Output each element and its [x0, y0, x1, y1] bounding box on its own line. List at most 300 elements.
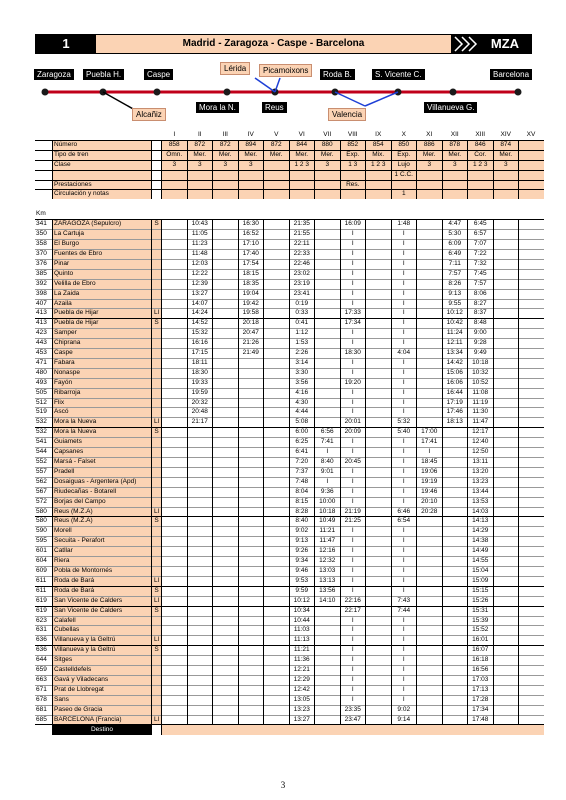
time-cell — [162, 606, 188, 616]
spacer — [152, 170, 162, 180]
arrival-departure-flag — [152, 408, 162, 418]
time-cell — [519, 566, 544, 576]
time-cell — [162, 329, 188, 339]
time-cell — [493, 428, 519, 438]
time-cell — [162, 249, 188, 259]
time-cell — [519, 636, 544, 646]
km-value: 580 — [35, 517, 53, 527]
km-value: 631 — [35, 626, 53, 636]
time-cell: 11:03 — [289, 626, 315, 636]
time-cell — [417, 675, 443, 685]
time-cell — [493, 527, 519, 537]
time-cell — [493, 319, 519, 329]
time-cell — [519, 557, 544, 567]
arrival-departure-flag — [152, 358, 162, 368]
time-cell: 15:26 — [468, 596, 494, 606]
time-cell — [417, 606, 443, 616]
time-cell — [519, 586, 544, 596]
station-label: Picamoixons — [259, 64, 312, 77]
time-cell — [417, 517, 443, 527]
time-cell: 9:46 — [289, 566, 315, 576]
table-row — [35, 566, 544, 576]
time-cell — [366, 259, 392, 269]
km-value: 505 — [35, 388, 53, 398]
station-name: Capsanes — [53, 448, 152, 458]
time-cell — [442, 576, 468, 586]
time-cell: 16:16 — [187, 339, 213, 349]
time-cell — [162, 378, 188, 388]
arrival-departure-flag: S — [152, 220, 162, 230]
time-cell — [162, 616, 188, 626]
time-cell: 8:37 — [468, 309, 494, 319]
time-cell: 16:18 — [468, 656, 494, 666]
km-value: 671 — [35, 685, 53, 695]
table-row — [35, 388, 544, 398]
time-cell — [493, 438, 519, 448]
time-cell: I — [340, 269, 366, 279]
time-cell: 23:02 — [289, 269, 315, 279]
time-cell: 17:13 — [468, 685, 494, 695]
time-cell — [187, 626, 213, 636]
time-cell — [519, 309, 544, 319]
time-cell: 12:22 — [187, 269, 213, 279]
info-cell: 872 — [213, 140, 239, 150]
time-cell: 16:01 — [468, 636, 494, 646]
station-name: Azaila — [53, 299, 152, 309]
time-cell — [493, 636, 519, 646]
time-cell: 13:34 — [442, 349, 468, 359]
arrival-departure-flag — [152, 487, 162, 497]
time-cell: I — [340, 358, 366, 368]
time-cell — [264, 240, 290, 250]
time-cell: 8:40 — [289, 517, 315, 527]
time-cell — [493, 378, 519, 388]
time-cell — [162, 428, 188, 438]
time-cell: 19:58 — [238, 309, 264, 319]
time-cell: I — [340, 388, 366, 398]
time-cell — [493, 388, 519, 398]
info-cell: 3 — [238, 160, 264, 170]
time-cell — [264, 230, 290, 240]
time-cell: I — [391, 557, 417, 567]
table-row — [35, 586, 544, 596]
time-cell — [315, 616, 341, 626]
time-cell — [417, 368, 443, 378]
time-cell: 8:04 — [289, 487, 315, 497]
table-row — [35, 309, 544, 319]
time-cell: I — [340, 487, 366, 497]
time-cell: 11:19 — [468, 398, 494, 408]
info-cell — [366, 170, 392, 180]
arrival-departure-flag: Ll — [152, 576, 162, 586]
time-cell: 11:21 — [315, 527, 341, 537]
time-cell: 16:06 — [442, 378, 468, 388]
time-cell — [417, 358, 443, 368]
time-cell: 9:01 — [315, 467, 341, 477]
time-cell — [493, 230, 519, 240]
info-cell: Mer. — [187, 150, 213, 160]
station-label: Reus — [262, 102, 287, 113]
time-cell: 10:18 — [468, 358, 494, 368]
time-cell — [493, 547, 519, 557]
time-cell: I — [417, 448, 443, 458]
time-cell: I — [391, 487, 417, 497]
time-cell — [162, 557, 188, 567]
time-cell — [417, 279, 443, 289]
time-cell — [493, 497, 519, 507]
info-cell: Mer. — [442, 150, 468, 160]
time-cell — [519, 220, 544, 230]
station-name: Fuentes de Ebro — [53, 249, 152, 259]
time-cell: 10:12 — [289, 596, 315, 606]
time-cell — [213, 438, 239, 448]
time-cell — [519, 685, 544, 695]
time-cell: 5:30 — [442, 230, 468, 240]
time-cell — [519, 656, 544, 666]
info-cell — [340, 170, 366, 180]
time-cell: I — [340, 636, 366, 646]
time-cell — [493, 408, 519, 418]
info-cell — [315, 180, 341, 190]
time-cell — [366, 695, 392, 705]
time-cell: I — [340, 666, 366, 676]
info-cell: Mer. — [238, 150, 264, 160]
time-cell — [442, 547, 468, 557]
time-cell — [162, 230, 188, 240]
station-name: ZARAGOZA (Sepulcro) — [53, 220, 152, 230]
time-cell — [417, 349, 443, 359]
time-cell — [315, 289, 341, 299]
time-cell — [187, 606, 213, 616]
time-cell — [519, 398, 544, 408]
time-cell — [442, 487, 468, 497]
column-number: XV — [526, 131, 536, 138]
time-cell — [493, 458, 519, 468]
time-cell: 13:27 — [289, 715, 315, 725]
time-cell: 9:00 — [468, 329, 494, 339]
time-cell — [162, 705, 188, 715]
company-logo: MZA — [479, 35, 531, 53]
time-cell: 12:39 — [187, 279, 213, 289]
info-cell — [442, 190, 468, 199]
time-cell: 15:06 — [442, 368, 468, 378]
time-cell: 21:26 — [238, 339, 264, 349]
km-value: 623 — [35, 616, 53, 626]
time-cell — [238, 527, 264, 537]
time-cell — [162, 448, 188, 458]
time-cell — [162, 636, 188, 646]
time-cell — [315, 705, 341, 715]
time-cell — [315, 408, 341, 418]
time-cell: I — [340, 368, 366, 378]
station-name: Reus (M.Z.A) — [53, 517, 152, 527]
table-row — [35, 507, 544, 517]
info-cell — [340, 190, 366, 199]
time-cell — [238, 507, 264, 517]
time-cell — [417, 319, 443, 329]
info-cell — [264, 160, 290, 170]
time-cell: 14:52 — [187, 319, 213, 329]
time-cell — [315, 259, 341, 269]
time-cell — [213, 358, 239, 368]
time-cell: 12:29 — [289, 675, 315, 685]
time-cell — [417, 576, 443, 586]
time-cell: 10:49 — [315, 517, 341, 527]
time-cell: I — [340, 408, 366, 418]
time-cell: I — [340, 289, 366, 299]
time-cell — [493, 289, 519, 299]
time-cell — [238, 428, 264, 438]
station-name: Ribarroja — [53, 388, 152, 398]
time-cell: 8:26 — [442, 279, 468, 289]
station-name: Chiprana — [53, 339, 152, 349]
time-cell — [162, 289, 188, 299]
time-cell: 21:19 — [340, 507, 366, 517]
time-cell: 18:13 — [442, 418, 468, 428]
column-number: VII — [323, 131, 332, 138]
time-cell — [417, 388, 443, 398]
info-cell — [264, 180, 290, 190]
table-row — [35, 240, 544, 250]
station-label: Mora la N. — [196, 102, 239, 113]
time-cell: I — [391, 527, 417, 537]
time-cell — [493, 606, 519, 616]
time-cell — [417, 259, 443, 269]
time-cell: 11:24 — [442, 329, 468, 339]
info-cell: 852 — [340, 140, 366, 150]
time-cell — [366, 220, 392, 230]
station-name: Pinar — [53, 259, 152, 269]
time-cell — [493, 517, 519, 527]
time-cell: I — [391, 448, 417, 458]
time-cell — [213, 418, 239, 428]
time-cell: I — [391, 566, 417, 576]
time-cell — [493, 576, 519, 586]
time-cell — [187, 477, 213, 487]
time-cell: 16:09 — [340, 220, 366, 230]
time-cell — [366, 715, 392, 725]
time-cell — [187, 547, 213, 557]
time-cell — [162, 586, 188, 596]
time-cell — [493, 240, 519, 250]
time-cell: 19:42 — [238, 299, 264, 309]
time-cell: 13:53 — [468, 497, 494, 507]
time-cell — [366, 586, 392, 596]
time-cell — [366, 596, 392, 606]
table-row — [35, 527, 544, 537]
time-cell — [264, 626, 290, 636]
time-cell — [213, 289, 239, 299]
time-cell: I — [340, 438, 366, 448]
time-cell: 12:50 — [468, 448, 494, 458]
station-name: Fabara — [53, 358, 152, 368]
arrival-departure-flag — [152, 557, 162, 567]
info-cell — [162, 180, 188, 190]
time-cell: 11:47 — [315, 537, 341, 547]
time-cell: 11:23 — [187, 240, 213, 250]
table-row — [35, 626, 544, 636]
arrival-departure-flag — [152, 467, 162, 477]
time-cell — [315, 269, 341, 279]
time-cell: 14:13 — [468, 517, 494, 527]
info-cell: Mer. — [264, 150, 290, 160]
time-cell — [519, 378, 544, 388]
info-cell — [519, 140, 544, 150]
time-cell — [366, 398, 392, 408]
time-cell: 22:16 — [340, 596, 366, 606]
arrival-departure-flag — [152, 547, 162, 557]
time-cell — [187, 695, 213, 705]
info-cell — [493, 190, 519, 199]
time-cell — [366, 388, 392, 398]
time-cell: I — [340, 259, 366, 269]
table-row — [35, 398, 544, 408]
time-cell: 9:49 — [468, 349, 494, 359]
time-cell: 17:54 — [238, 259, 264, 269]
time-cell — [213, 339, 239, 349]
time-cell — [238, 418, 264, 428]
time-cell: 18:35 — [238, 279, 264, 289]
time-cell — [187, 576, 213, 586]
time-cell — [162, 527, 188, 537]
time-cell — [213, 656, 239, 666]
time-cell: I — [391, 646, 417, 656]
time-cell — [213, 537, 239, 547]
spacer — [35, 180, 53, 190]
time-cell — [493, 358, 519, 368]
time-cell: 14:55 — [468, 557, 494, 567]
time-cell — [315, 378, 341, 388]
km-value: 611 — [35, 576, 53, 586]
time-cell: 6:56 — [315, 428, 341, 438]
time-cell — [162, 576, 188, 586]
station-label: Lérida — [220, 62, 250, 75]
time-cell — [213, 230, 239, 240]
station-name: Reus (M.Z.A) — [53, 507, 152, 517]
time-cell: I — [391, 339, 417, 349]
spacer — [35, 150, 53, 160]
time-cell — [238, 626, 264, 636]
time-cell — [264, 606, 290, 616]
time-cell — [213, 666, 239, 676]
time-cell — [417, 656, 443, 666]
time-cell — [442, 557, 468, 567]
table-row — [35, 458, 544, 468]
time-cell — [442, 666, 468, 676]
time-cell — [493, 626, 519, 636]
km-value: 595 — [35, 537, 53, 547]
km-value: 493 — [35, 378, 53, 388]
info-cell — [289, 170, 315, 180]
time-cell — [213, 398, 239, 408]
time-cell — [417, 636, 443, 646]
time-cell — [493, 666, 519, 676]
time-cell: 11:30 — [468, 408, 494, 418]
station-name: Mora la Nueva — [53, 418, 152, 428]
km-value: 567 — [35, 487, 53, 497]
time-cell — [213, 705, 239, 715]
time-cell — [417, 329, 443, 339]
info-cell — [187, 180, 213, 190]
time-cell — [264, 566, 290, 576]
table-row — [35, 636, 544, 646]
time-cell: 17:00 — [417, 428, 443, 438]
time-cell: I — [391, 240, 417, 250]
info-cell — [238, 190, 264, 199]
time-cell — [264, 616, 290, 626]
station-label: Zaragoza — [34, 69, 74, 80]
time-cell: I — [391, 438, 417, 448]
time-cell — [366, 339, 392, 349]
time-cell — [315, 388, 341, 398]
time-cell: 7:57 — [442, 269, 468, 279]
time-cell — [366, 349, 392, 359]
time-cell — [366, 309, 392, 319]
time-cell — [442, 428, 468, 438]
time-cell: 15:52 — [468, 626, 494, 636]
info-cell: 872 — [264, 140, 290, 150]
arrival-departure-flag — [152, 339, 162, 349]
time-cell: 17:48 — [468, 715, 494, 725]
station-name: Velilla de Ebro — [53, 279, 152, 289]
destination-row — [35, 725, 544, 736]
time-cell — [519, 547, 544, 557]
time-cell: 9:34 — [289, 557, 315, 567]
station-name: Dosaiguas - Argentera (Apd) — [53, 477, 152, 487]
time-cell: 5:08 — [289, 418, 315, 428]
time-cell — [187, 636, 213, 646]
time-cell — [187, 438, 213, 448]
time-cell: I — [315, 477, 341, 487]
time-cell: 0:41 — [289, 319, 315, 329]
info-cell — [493, 180, 519, 190]
table-row — [35, 547, 544, 557]
time-cell: 11:47 — [468, 418, 494, 428]
station-name: Riudecañas - Botarell — [53, 487, 152, 497]
time-cell — [238, 408, 264, 418]
station-name: San Vicente de Calders — [53, 596, 152, 606]
time-cell — [238, 606, 264, 616]
time-cell — [238, 448, 264, 458]
spacer — [152, 160, 162, 170]
time-cell: 6:41 — [289, 448, 315, 458]
arrival-departure-flag — [152, 497, 162, 507]
time-cell — [162, 388, 188, 398]
time-cell: 10:42 — [442, 319, 468, 329]
km-value: 663 — [35, 675, 53, 685]
line-number: 1 — [36, 35, 96, 53]
time-cell: I — [340, 616, 366, 626]
station-name: El Burgo — [53, 240, 152, 250]
time-cell: 15:32 — [187, 329, 213, 339]
time-cell — [315, 319, 341, 329]
station-name: Nonaspe — [53, 368, 152, 378]
time-cell — [493, 398, 519, 408]
km-value: 350 — [35, 230, 53, 240]
time-cell — [417, 566, 443, 576]
time-cell: 15:09 — [468, 576, 494, 586]
time-cell — [493, 249, 519, 259]
km-value: 413 — [35, 319, 53, 329]
time-cell: I — [340, 230, 366, 240]
time-cell — [315, 339, 341, 349]
time-cell — [264, 418, 290, 428]
time-cell — [213, 408, 239, 418]
time-cell: 20:48 — [187, 408, 213, 418]
time-cell — [417, 249, 443, 259]
arrival-departure-flag — [152, 230, 162, 240]
time-cell — [366, 487, 392, 497]
